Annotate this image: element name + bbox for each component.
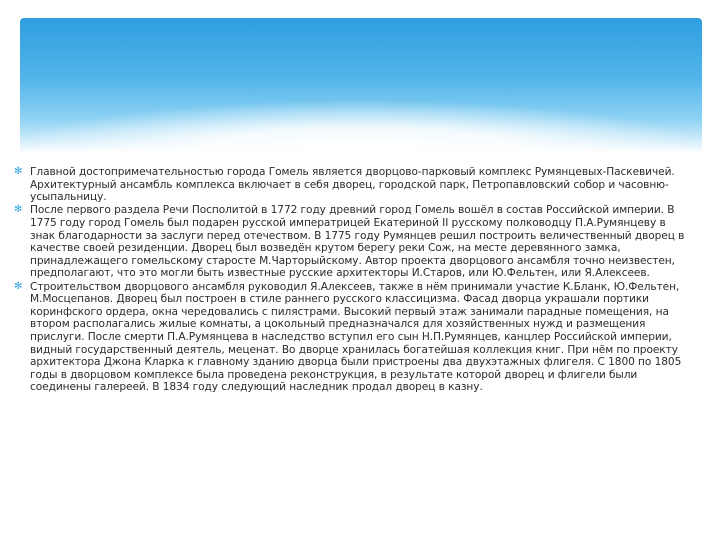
asterisk-bullet-icon: ✻ [14,204,23,216]
header-banner [20,18,702,153]
bullet-item-2 [14,204,694,280]
bullet-text: После первого раздела Речи Посполитой в 1772 году древний город Гомель вошёл в состав Российской империи. В 1775 году город Гомель был подарен русской императрицей Екатериной II русскому полководцу П.А.Румянцеву в знак благодарности за заслуги перед отечеством. В 1775 году Румянцев решил построить величественный дворец в качестве своей резиденции. Дворец был возведён крутом берегу реки Сож, на месте деревянного замка, принадлежащего гомельскому старосте М.Чарторыйскому. Автор проекта дворцового ансамбля точно неизвестен, предполагают, что это могли быть известные русские архитекторы И.Старов, или Ю.Фельтен, или Я.Алексеев. [30,204,685,280]
bullet-text: Главной достопримечательностью города Гомель является дворцово-парковый комплекс Румянцевых-Паскевичей. Архитектурный ансамбль комплекса включает в себя дворец, городской парк, Петропавловский собор и часовню-усыпальницу. [30,166,675,204]
asterisk-bullet-icon: ✻ [14,280,23,292]
bullet-item-1 [14,166,694,204]
asterisk-bullet-icon: ✻ [14,166,23,177]
bullet-list [14,166,694,394]
bullet-item-3 [14,281,694,394]
bullet-text: Строительством дворцового ансамбля руководил Я.Алексеев, также в нём принимали участие К.Бланк, Ю.Фельтен, М.Мосцепанов. Дворец был построен в стиле раннего русского классицизма. Фасад дворца украшали портики коринфского ордера, окна чередовались с пилястрами. Высокий первый этаж занимали парадные помещения, на втором располагались жилые комнаты, а цокольный предназначался для хозяйственных нужд и размещения прислуги. После смерти П.А.Румянцева в наследство вступил его сын Н.П.Румянцев, канцлер Российской империи, видный государственный деятель, меценат. Во дворце хранилась богатейшая коллекция книг. При нём по проекту архитектора Джона Кларка к главному зданию дворца были пристроены два двухэтажных флигеля. С 1800 по 1805 годы в дворцовом комплексе была проведена реконструкция, в результате которой дворец и флигели были соединены галереей. В 1834 году следующий наследник продал дворец в казну. [30,280,682,394]
